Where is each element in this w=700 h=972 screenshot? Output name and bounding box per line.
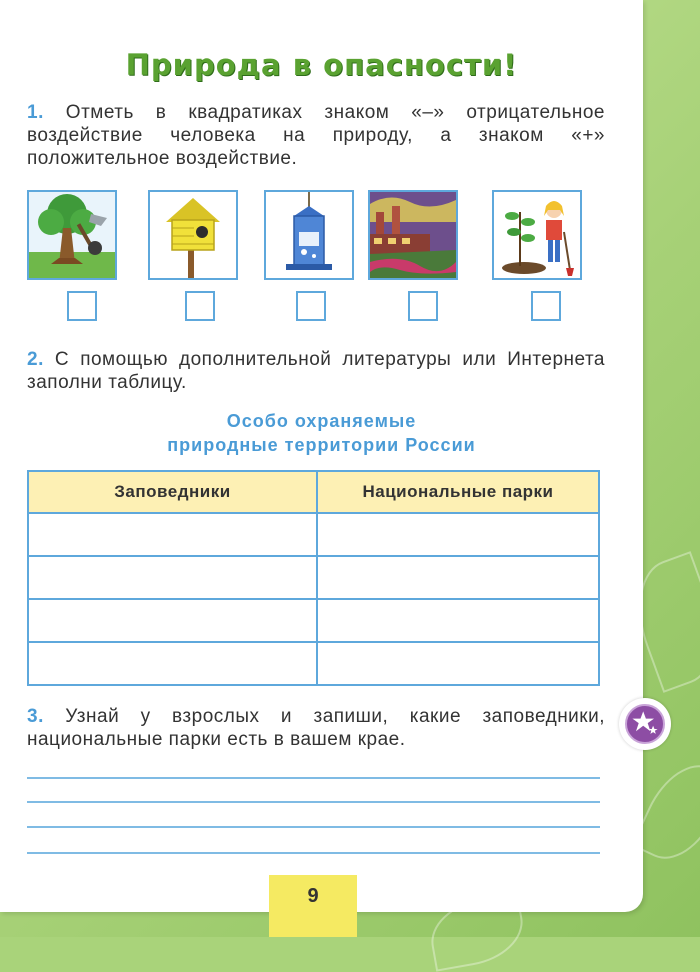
table-cell-input[interactable] xyxy=(317,642,599,685)
table-header-row xyxy=(28,471,599,513)
task-3 xyxy=(27,705,605,751)
task-text: Отметь в квадратиках знаком «–» отрицательное воздействие человека на природу, а знаком «+» положительное воздействие. xyxy=(27,102,605,169)
table-cell-input[interactable] xyxy=(28,642,317,685)
picture-milk-carton-feeder xyxy=(264,190,354,280)
table-cell-input[interactable] xyxy=(28,599,317,642)
answer-line-3[interactable] xyxy=(27,826,600,828)
task-text: С помощью дополнительной литературы или Интернета заполни таблицу. xyxy=(27,349,606,393)
answer-line-1[interactable] xyxy=(27,777,600,779)
picture-girl-planting-tree xyxy=(492,190,582,280)
table-caption-line-2: природные территории России xyxy=(167,435,476,455)
picture-tree-chopping xyxy=(27,190,117,280)
table-cell-input[interactable] xyxy=(317,556,599,599)
table-row xyxy=(28,556,599,599)
star-badge xyxy=(619,698,671,750)
birdhouse-icon xyxy=(150,192,236,278)
task-number: 1. xyxy=(27,102,44,123)
star-icon xyxy=(625,704,665,744)
picture-birdhouse xyxy=(148,190,238,280)
task-1 xyxy=(27,101,605,170)
table-cell-input[interactable] xyxy=(317,599,599,642)
table-caption-line-1: Особо охраняемые xyxy=(226,411,417,431)
answer-checkbox-4[interactable] xyxy=(408,291,438,321)
task-number: 2. xyxy=(27,349,44,370)
polluting-factory-icon xyxy=(370,192,456,278)
page-title: Природа в опасности! xyxy=(125,48,518,82)
milk-carton-feeder-icon xyxy=(266,192,352,278)
table-row xyxy=(28,599,599,642)
answer-checkbox-3[interactable] xyxy=(296,291,326,321)
answer-line-4[interactable] xyxy=(27,852,600,854)
girl-planting-tree-icon xyxy=(494,192,580,278)
task-text: Узнай у взрослых и запиши, какие заповедники, национальные парки есть в вашем крае. xyxy=(27,706,606,750)
column-header-reserves: Заповедники xyxy=(28,471,317,513)
table-row xyxy=(28,513,599,556)
task-2 xyxy=(27,348,605,394)
table-cell-input[interactable] xyxy=(28,556,317,599)
table-cell-input[interactable] xyxy=(317,513,599,556)
answer-checkbox-2[interactable] xyxy=(185,291,215,321)
tree-chopping-icon xyxy=(29,192,115,278)
page-number: 9 xyxy=(269,875,357,937)
answer-checkbox-5[interactable] xyxy=(531,291,561,321)
answer-line-2[interactable] xyxy=(27,801,600,803)
column-header-national-parks: Национальные парки xyxy=(317,471,599,513)
table-row xyxy=(28,642,599,685)
table-cell-input[interactable] xyxy=(28,513,317,556)
protected-areas-table xyxy=(27,470,600,686)
task-number: 3. xyxy=(27,706,44,727)
picture-polluting-factory xyxy=(368,190,458,280)
answer-checkbox-1[interactable] xyxy=(67,291,97,321)
